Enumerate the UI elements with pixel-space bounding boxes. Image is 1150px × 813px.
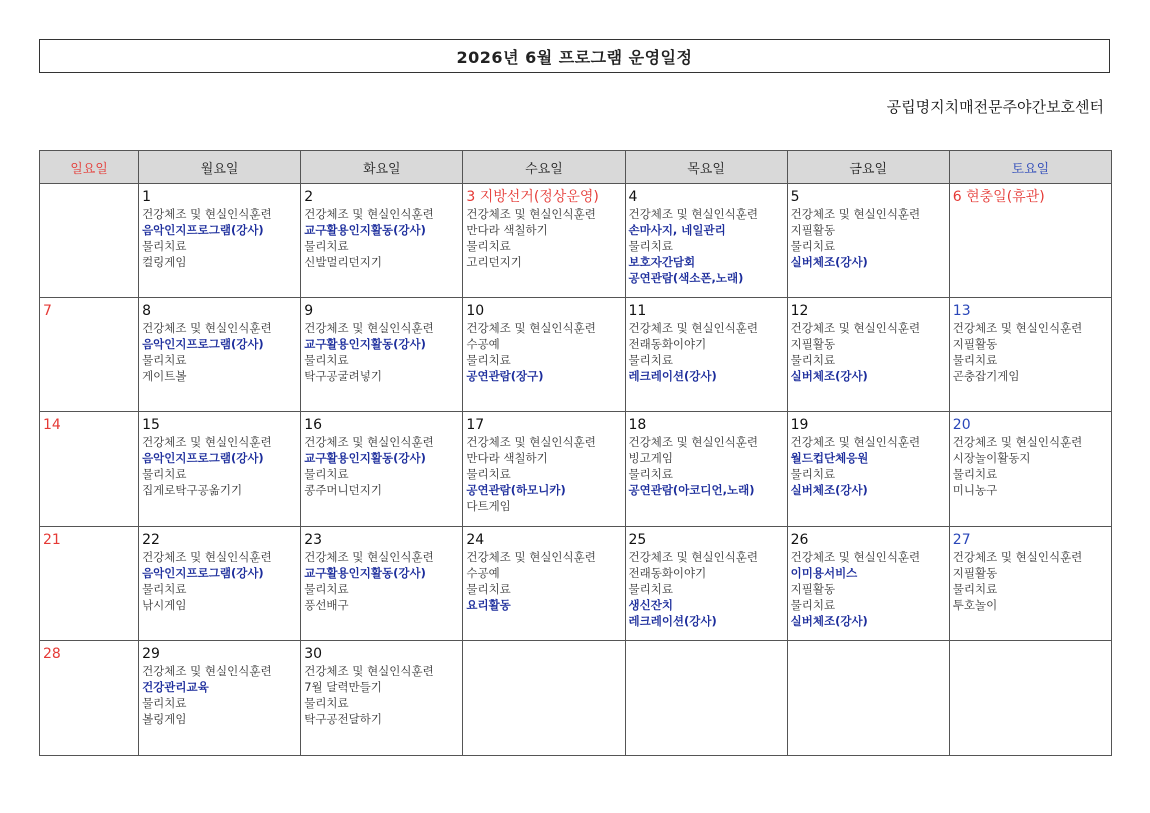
event-item: 만다라 색칠하기 xyxy=(466,451,548,465)
event-item: 건강체조 및 현실인식훈련 xyxy=(466,321,596,335)
weekday-header-monday: 월요일 xyxy=(139,151,301,184)
calendar-cell-saturday xyxy=(949,527,1111,641)
highlighted-event: 이미용서비스 xyxy=(790,566,858,580)
event-item: 건강체조 및 현실인식훈련 xyxy=(466,435,596,449)
highlighted-event: 공연관람(하모니카) xyxy=(466,483,566,497)
calendar-cell-sunday xyxy=(40,412,139,527)
date-number: 24 xyxy=(466,532,485,548)
event-item: 지필활동 xyxy=(790,582,836,596)
event-item: 콩주머니던지기 xyxy=(304,483,382,497)
event-item: 물리치료 xyxy=(628,239,673,253)
date-number: 2 xyxy=(304,189,314,205)
calendar-cell-saturday xyxy=(949,641,1111,756)
highlighted-event: 교구활용인지활동(강사) xyxy=(304,451,426,465)
event-item: 고리던지기 xyxy=(466,255,522,269)
event-item: 건강체조 및 현실인식훈련 xyxy=(304,435,434,449)
event-item: 시장놀이활동지 xyxy=(952,451,1031,465)
weekday-header-thursday: 목요일 xyxy=(625,151,787,184)
event-item: 수공예 xyxy=(466,566,500,580)
highlighted-event: 음악인지프로그램(강사) xyxy=(142,451,264,465)
highlighted-event: 월드컵단체응원 xyxy=(790,451,869,465)
highlighted-event: 교구활용인지활동(강사) xyxy=(304,566,426,580)
highlighted-event: 레크레이션(강사) xyxy=(628,614,717,628)
highlighted-event: 실버체조(강사) xyxy=(790,255,868,269)
event-item: 물리치료 xyxy=(304,582,349,596)
date-number: 11 xyxy=(628,303,647,319)
event-item: 건강체조 및 현실인식훈련 xyxy=(628,435,759,449)
event-item: 건강체조 및 현실인식훈련 xyxy=(952,550,1083,564)
event-item: 건강체조 및 현실인식훈련 xyxy=(142,550,272,564)
event-item: 지필활동 xyxy=(952,337,998,351)
highlighted-event: 생신잔치 xyxy=(628,598,673,612)
date-number: 12 xyxy=(790,303,809,319)
calendar-cell-tuesday xyxy=(301,527,463,641)
calendar-cell-friday xyxy=(787,298,949,412)
event-item: 빙고게임 xyxy=(628,451,673,465)
event-item: 물리치료 xyxy=(466,582,511,596)
event-item: 물리치료 xyxy=(790,353,836,367)
event-item: 건강체조 및 현실인식훈련 xyxy=(304,321,434,335)
calendar-cell-wednesday xyxy=(463,412,625,527)
event-item: 건강체조 및 현실인식훈련 xyxy=(304,664,434,678)
calendar-cell-sunday xyxy=(40,641,139,756)
date-number: 17 xyxy=(466,417,485,433)
calendar-cell-thursday xyxy=(625,412,787,527)
event-item: 곤충잡기게임 xyxy=(952,369,1020,383)
calendar-cell-sunday xyxy=(40,527,139,641)
calendar-cell-saturday xyxy=(949,412,1111,527)
date-number: 25 xyxy=(628,532,647,548)
event-item: 물리치료 xyxy=(304,353,349,367)
date-number: 10 xyxy=(466,303,485,319)
date-number: 27 xyxy=(952,532,971,548)
event-item: 건강체조 및 현실인식훈련 xyxy=(142,435,272,449)
event-item: 물리치료 xyxy=(304,239,349,253)
event-item: 물리치료 xyxy=(790,239,836,253)
event-item: 7월 달력만들기 xyxy=(304,680,382,694)
date-number: 4 xyxy=(628,189,638,205)
weekday-header-saturday: 토요일 xyxy=(949,151,1111,184)
event-item: 물리치료 xyxy=(304,467,349,481)
event-item: 미니농구 xyxy=(952,483,998,497)
highlighted-event: 음악인지프로그램(강사) xyxy=(142,566,264,580)
calendar-cell-friday xyxy=(787,641,949,756)
date-number: 28 xyxy=(43,646,61,662)
calendar-cell-sunday xyxy=(40,298,139,412)
event-item: 건강체조 및 현실인식훈련 xyxy=(304,207,434,221)
weekday-header-wednesday: 수요일 xyxy=(463,151,625,184)
highlighted-event: 건강관리교육 xyxy=(142,680,209,694)
event-item: 물리치료 xyxy=(952,582,998,596)
event-item: 낚시게임 xyxy=(142,598,187,612)
event-item: 지필활동 xyxy=(790,337,836,351)
calendar-week-row xyxy=(40,184,1112,298)
highlighted-event: 공연관람(색소폰,노래) xyxy=(628,271,744,285)
event-item: 물리치료 xyxy=(466,239,511,253)
event-item: 건강체조 및 현실인식훈련 xyxy=(790,550,921,564)
event-item: 건강체조 및 현실인식훈련 xyxy=(790,321,921,335)
event-item: 물리치료 xyxy=(142,467,187,481)
event-item: 볼링게임 xyxy=(142,712,187,726)
date-number: 15 xyxy=(142,417,160,433)
calendar-cell-friday xyxy=(787,527,949,641)
highlighted-event: 공연관람(장구) xyxy=(466,369,544,383)
event-item: 수공예 xyxy=(466,337,500,351)
date-number: 13 xyxy=(952,303,971,319)
event-item: 지필활동 xyxy=(952,566,998,580)
event-item: 건강체조 및 현실인식훈련 xyxy=(952,435,1083,449)
calendar-cell-monday xyxy=(139,298,301,412)
date-number: 29 xyxy=(142,646,160,662)
date-number: 19 xyxy=(790,417,809,433)
event-item: 물리치료 xyxy=(952,353,998,367)
weekday-header-friday: 금요일 xyxy=(787,151,949,184)
event-item: 전래동화이야기 xyxy=(628,566,707,580)
highlighted-event: 음악인지프로그램(강사) xyxy=(142,223,264,237)
calendar-cell-sunday xyxy=(40,184,139,298)
calendar-cell-thursday xyxy=(625,184,787,298)
calendar-cell-thursday xyxy=(625,298,787,412)
schedule-title-box xyxy=(39,39,1110,73)
calendar-cell-monday xyxy=(139,527,301,641)
date-number: 16 xyxy=(304,417,323,433)
event-item: 물리치료 xyxy=(466,353,511,367)
event-item: 게이트볼 xyxy=(142,369,187,383)
date-number: 9 xyxy=(304,303,314,319)
event-item: 건강체조 및 현실인식훈련 xyxy=(628,550,759,564)
date-number: 1 xyxy=(142,189,151,205)
calendar-cell-tuesday xyxy=(301,298,463,412)
weekday-header-sunday: 일요일 xyxy=(40,151,139,184)
calendar-cell-saturday xyxy=(949,298,1111,412)
schedule-title: 2026년 6월 프로그램 운영일정 xyxy=(456,47,693,67)
calendar-cell-monday xyxy=(139,641,301,756)
event-item: 물리치료 xyxy=(142,696,187,710)
center-name: 공립명지치매전문주야간보호센터 xyxy=(886,98,1104,116)
event-item: 물리치료 xyxy=(142,353,187,367)
highlighted-event: 실버체조(강사) xyxy=(790,483,868,497)
calendar-cell-wednesday xyxy=(463,641,625,756)
event-item: 물리치료 xyxy=(790,467,836,481)
calendar-cell-wednesday xyxy=(463,184,625,298)
calendar-cell-friday xyxy=(787,184,949,298)
calendar-cell-wednesday xyxy=(463,298,625,412)
event-item: 건강체조 및 현실인식훈련 xyxy=(790,207,921,221)
date-number: 26 xyxy=(790,532,809,548)
calendar-table xyxy=(39,150,1112,756)
date-number: 23 xyxy=(304,532,323,548)
calendar-week-row xyxy=(40,298,1112,412)
event-item: 다트게임 xyxy=(466,499,511,513)
event-item: 풍선배구 xyxy=(304,598,349,612)
event-item: 건강체조 및 현실인식훈련 xyxy=(952,321,1083,335)
event-item: 만다라 색칠하기 xyxy=(466,223,548,237)
event-item: 탁구공전달하기 xyxy=(304,712,382,726)
calendar-cell-monday xyxy=(139,412,301,527)
weekday-header-tuesday: 화요일 xyxy=(301,151,463,184)
date-number: 20 xyxy=(952,417,971,433)
event-item: 건강체조 및 현실인식훈련 xyxy=(628,321,759,335)
event-item: 건강체조 및 현실인식훈련 xyxy=(142,664,272,678)
event-item: 신발멀리던지기 xyxy=(304,255,382,269)
calendar-cell-wednesday xyxy=(463,527,625,641)
event-item: 건강체조 및 현실인식훈련 xyxy=(466,550,596,564)
event-item: 물리치료 xyxy=(790,598,836,612)
calendar-week-row xyxy=(40,412,1112,527)
holiday-date-label: 6 현충일(휴관) xyxy=(952,189,1045,205)
event-item: 물리치료 xyxy=(142,582,187,596)
highlighted-event: 레크레이션(강사) xyxy=(628,369,717,383)
date-number: 22 xyxy=(142,532,160,548)
event-item: 물리치료 xyxy=(142,239,187,253)
event-item: 물리치료 xyxy=(628,582,673,596)
highlighted-event: 실버체조(강사) xyxy=(790,614,868,628)
date-number: 7 xyxy=(43,303,52,319)
event-item: 지필활동 xyxy=(790,223,836,237)
event-item: 투호놀이 xyxy=(952,598,998,612)
date-number: 14 xyxy=(43,417,61,433)
event-item: 물리치료 xyxy=(628,353,673,367)
event-item: 물리치료 xyxy=(466,467,511,481)
highlighted-event: 공연관람(아코디언,노래) xyxy=(628,483,755,497)
calendar-cell-thursday xyxy=(625,527,787,641)
date-number: 18 xyxy=(628,417,647,433)
event-item: 건강체조 및 현실인식훈련 xyxy=(790,435,921,449)
calendar-cell-thursday xyxy=(625,641,787,756)
event-item: 물리치료 xyxy=(304,696,349,710)
event-item: 건강체조 및 현실인식훈련 xyxy=(142,321,272,335)
highlighted-event: 교구활용인지활동(강사) xyxy=(304,223,426,237)
event-item: 집게로탁구공옮기기 xyxy=(142,483,243,497)
holiday-date-label: 3 지방선거(정상운영) xyxy=(466,189,599,205)
calendar-cell-saturday xyxy=(949,184,1111,298)
calendar-week-row xyxy=(40,641,1112,756)
highlighted-event: 손마사지, 네일관리 xyxy=(628,223,726,237)
date-number: 30 xyxy=(304,646,323,662)
event-item: 물리치료 xyxy=(628,467,673,481)
event-item: 건강체조 및 현실인식훈련 xyxy=(466,207,596,221)
event-item: 탁구공굴려넣기 xyxy=(304,369,382,383)
highlighted-event: 음악인지프로그램(강사) xyxy=(142,337,264,351)
highlighted-event: 보호자간담회 xyxy=(628,255,696,269)
weekday-header-row xyxy=(40,151,1112,184)
event-item: 건강체조 및 현실인식훈련 xyxy=(304,550,434,564)
highlighted-event: 실버체조(강사) xyxy=(790,369,868,383)
calendar-cell-friday xyxy=(787,412,949,527)
calendar-cell-tuesday xyxy=(301,641,463,756)
calendar-week-row xyxy=(40,527,1112,641)
date-number: 5 xyxy=(790,189,800,205)
event-item: 물리치료 xyxy=(952,467,998,481)
event-item: 전래동화이야기 xyxy=(628,337,707,351)
event-item: 건강체조 및 현실인식훈련 xyxy=(628,207,759,221)
highlighted-event: 교구활용인지활동(강사) xyxy=(304,337,426,351)
calendar-cell-tuesday xyxy=(301,184,463,298)
date-number: 21 xyxy=(43,532,61,548)
calendar-cell-tuesday xyxy=(301,412,463,527)
event-item: 건강체조 및 현실인식훈련 xyxy=(142,207,272,221)
date-number: 8 xyxy=(142,303,151,319)
calendar-cell-monday xyxy=(139,184,301,298)
event-item: 컬링게임 xyxy=(142,255,187,269)
highlighted-event: 요리활동 xyxy=(466,598,511,612)
